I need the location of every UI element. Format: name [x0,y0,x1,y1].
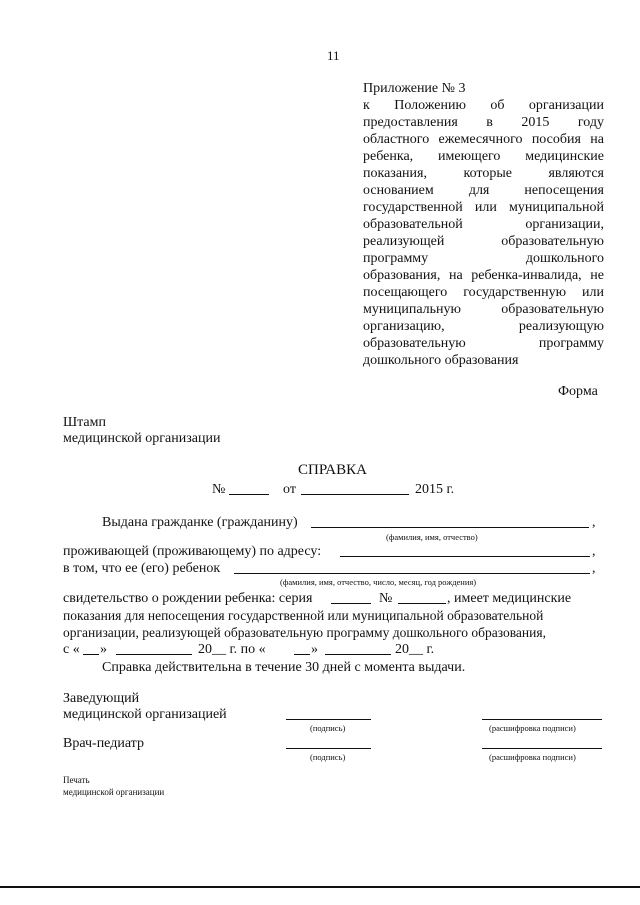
address-blank-line[interactable] [340,556,590,557]
comma: , [592,515,596,530]
number-blank-line[interactable] [229,494,269,495]
period-day-blank-line[interactable] [83,654,99,655]
issued-to-label: Выдана гражданке (гражданину) [102,515,298,530]
appendix-line: образовательной организации, [363,217,604,232]
validity-statement: Справка действительна в течение 30 дней с момента выдачи. [102,660,466,675]
signature-hint: (подпись) [310,723,346,733]
seal-label: Печать [63,775,90,785]
child-blank-line[interactable] [234,573,590,574]
period-year-to: 20__ г. по « [198,642,266,657]
appendix-line: к Положению об организации [363,98,604,113]
address-label: проживающей (проживающему) по адресу: [63,544,322,559]
period-to-day-blank-line[interactable] [294,654,310,655]
head-organization: медицинской организацией [63,707,227,722]
comma: , [592,561,596,576]
cert-number-sign: № [379,591,393,606]
year-label: 2015 г. [415,482,455,497]
appendix-line: программу дошкольного [363,251,604,266]
appendix-line: организацию, реализующую [363,319,604,334]
appendix-line: областного ежемесячного пособия на [363,132,604,147]
pediatrician-title: Врач-педиатр [63,736,144,751]
head-decode-line[interactable] [482,719,602,720]
signature-hint: (подпись) [310,752,346,762]
appendix-line: показания, которые являются [363,166,604,181]
stamp-organization: медицинской организации [63,431,221,446]
period-to-close: » [311,642,318,657]
appendix-line: ребенка, имеющего медицинские [363,149,604,164]
page-number: 11 [327,48,340,63]
appendix-line: предоставления в 2015 году [363,115,604,130]
comma: , [592,544,596,559]
issued-to-hint: (фамилия, имя, отчество) [386,532,478,542]
period-to-month-blank-line[interactable] [325,654,391,655]
head-signature-line[interactable] [286,719,371,720]
child-label: в том, что ее (его) ребенок [63,561,221,576]
period-from-open: с « [63,642,80,657]
from-word: от [283,482,296,497]
appendix-line: муниципальную образовательную [363,302,604,317]
date-blank-line[interactable] [301,494,409,495]
appendix-title: Приложение № 3 [363,81,466,96]
head-title: Заведующий [63,691,140,706]
paragraph-line: организации, реализующей образовательную программу дошкольного образования, [63,625,546,640]
decode-hint: (расшифровка подписи) [489,723,576,733]
cert-label: свидетельство о рождении ребенка: серия [63,591,313,606]
period-to-year: 20__ г. [395,642,435,657]
cert-series-blank-line[interactable] [331,603,371,604]
cert-number-blank-line[interactable] [398,603,446,604]
pediatrician-decode-line[interactable] [482,748,602,749]
seal-organization: медицинской организации [63,787,165,797]
appendix-line: основанием для непосещения [363,183,604,198]
appendix-block [363,80,604,369]
appendix-line: образовательную программу [363,336,604,351]
stamp-label: Штамп [63,415,106,430]
pediatrician-signature-line[interactable] [286,748,371,749]
period-from-close: » [100,642,107,657]
decode-hint: (расшифровка подписи) [489,752,576,762]
paragraph-line: показания для непосещения государственной или муниципальной образовательной [63,608,544,623]
period-month-blank-line[interactable] [116,654,192,655]
form-label: Форма [558,384,598,399]
number-prefix: № [212,482,226,497]
appendix-line: реализующей образовательную [363,234,604,249]
cert-tail: , имеет медицинские [447,591,572,606]
appendix-line: образования, на ребенка-инвалида, не [363,268,604,283]
appendix-line: дошкольного образования [363,353,519,368]
document-title: СПРАВКА [298,462,367,478]
bottom-rule [0,886,640,888]
appendix-line: государственной или муниципальной [363,200,604,215]
issued-to-blank-line[interactable] [311,527,589,528]
appendix-line: посещающего государственную или [363,285,604,300]
child-hint: (фамилия, имя, отчество, число, месяц, год рождения) [280,577,477,587]
